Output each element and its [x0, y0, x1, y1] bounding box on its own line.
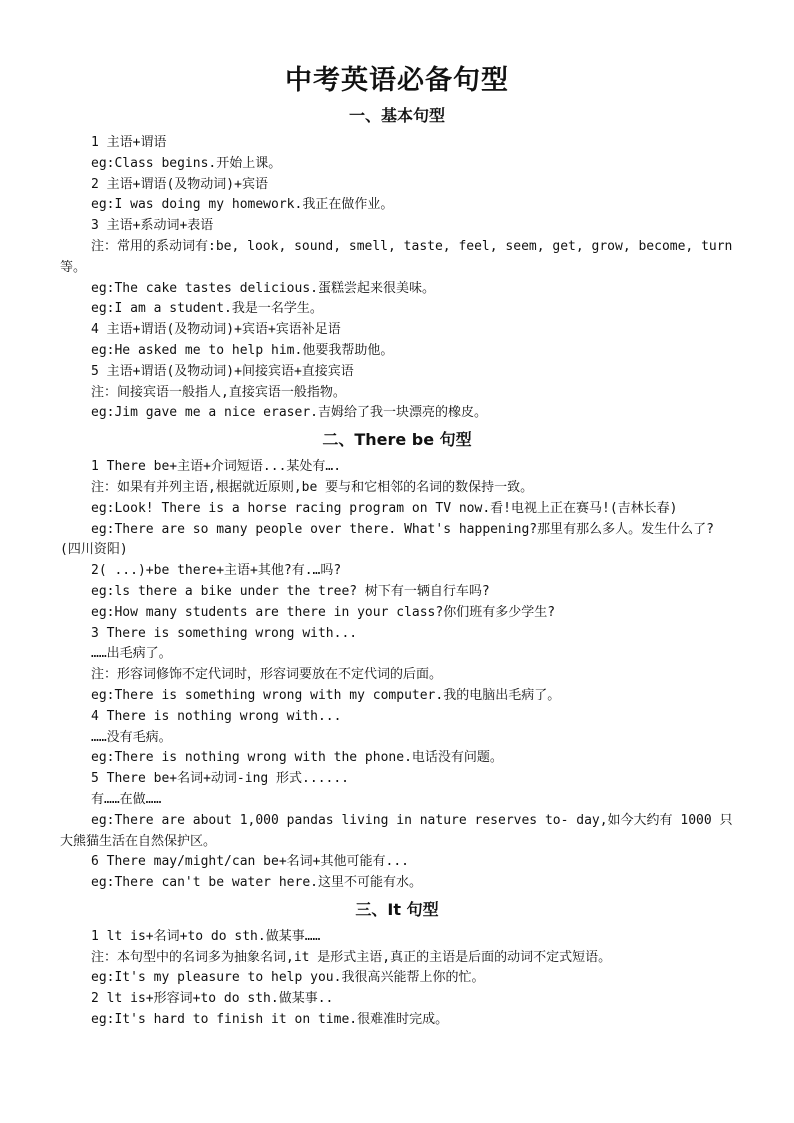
text-line: eg:Look! There is a horse racing program on TV now.看!电视上正在赛马!(吉林长春) — [91, 500, 678, 516]
text-line: eg:Class begins.开始上课。 — [91, 155, 282, 171]
text-line: eg:I was doing my homework.我正在做作业。 — [91, 197, 394, 213]
text-line: eg:There are about 1,000 pandas living in nature reserves to- day,如今大约有 1000 只大熊猫生活在自然保护区。 — [60, 812, 733, 849]
document-body — [60, 104, 734, 1031]
text-line: 注：间接宾语一般指人,直接宾语一般指物。 — [91, 384, 346, 400]
text-line: eg:There are so many people over there. What's happening?那里有那么多人。发生什么了?(四川资阳) — [60, 521, 714, 558]
text-line: eg:There is nothing wrong with the phone.电话没有问题。 — [91, 750, 503, 766]
text-line: 5 主语+谓语(及物动词)+间接宾语+直接宾语 — [91, 363, 354, 379]
text-line: 1 主语+谓语 — [91, 135, 167, 150]
text-line: ……没有毛病。 — [91, 729, 172, 745]
text-line: 注：常用的系动词有:be, look, sound, smell, taste, feel, seem, get, grow, become, turn等。 — [60, 238, 733, 275]
text-line: eg:Jim gave me a nice eraser.吉姆给了我一块漂亮的橡皮。 — [91, 405, 487, 421]
text-line: 1 lt is+名词+to do sth.做某事…… — [91, 928, 321, 944]
text-line: eg:It's my pleasure to help you.我很高兴能帮上你的忙。 — [91, 970, 485, 986]
text-line: 4 主语+谓语(及物动词)+宾语+宾语补足语 — [91, 322, 341, 338]
text-line: eg:ls there a bike under the tree? 树下有一辆自行车吗? — [91, 583, 490, 599]
text-line: eg:The cake tastes delicious.蛋糕尝起来很美味。 — [91, 280, 435, 296]
text-line: 2 主语+谓语(及物动词)+宾语 — [91, 176, 268, 192]
text-line: ……出毛病了。 — [91, 646, 172, 662]
text-line: 2( ...)+be there+主语+其他?有.…吗? — [91, 563, 342, 579]
text-line: 注：本句型中的名词多为抽象名词,it 是形式主语,真正的主语是后面的动词不定式短语。 — [91, 949, 612, 965]
text-line: 5 There be+名词+动词-ing 形式...... — [91, 771, 350, 787]
text-line: eg:I am a student.我是一名学生。 — [91, 301, 323, 317]
text-line: eg:There can't be water here.这里不可能有水。 — [91, 875, 422, 891]
text-line: 4 There is nothing wrong with... — [91, 708, 342, 724]
section-heading: 二、There be 句型 — [322, 430, 472, 450]
section-heading: 三、It 句型 — [355, 899, 439, 919]
text-line: 3 There is something wrong with... — [91, 625, 358, 641]
text-line: 3 主语+系动词+表语 — [91, 218, 214, 234]
page-title: 中考英语必备句型 — [285, 65, 509, 96]
text-line: 6 There may/might/can be+名词+其他可能有... — [91, 854, 409, 870]
text-line: eg:It's hard to finish it on time.很难准时完成。 — [91, 1012, 449, 1028]
text-line: 有……在做…… — [91, 791, 162, 807]
text-line: 注：如果有并列主语,根据就近原则,be 要与和它相邻的名词的数保持一致。 — [91, 479, 534, 495]
text-line: eg:How many students are there in your class?你们班有多少学生? — [91, 604, 556, 620]
section-heading: 一、基本句型 — [348, 106, 445, 125]
text-line: 2 lt is+形容词+to do sth.做某事.. — [91, 991, 334, 1007]
text-line: eg:He asked me to help him.他要我帮助他。 — [91, 342, 394, 358]
text-line: 1 There be+主语+介词短语...某处有…. — [91, 459, 342, 475]
text-line: 注：形容词修饰不定代词时，形容词要放在不定代词的后面。 — [91, 667, 443, 683]
text-line: eg:There is something wrong with my computer.我的电脑出毛病了。 — [91, 687, 561, 703]
